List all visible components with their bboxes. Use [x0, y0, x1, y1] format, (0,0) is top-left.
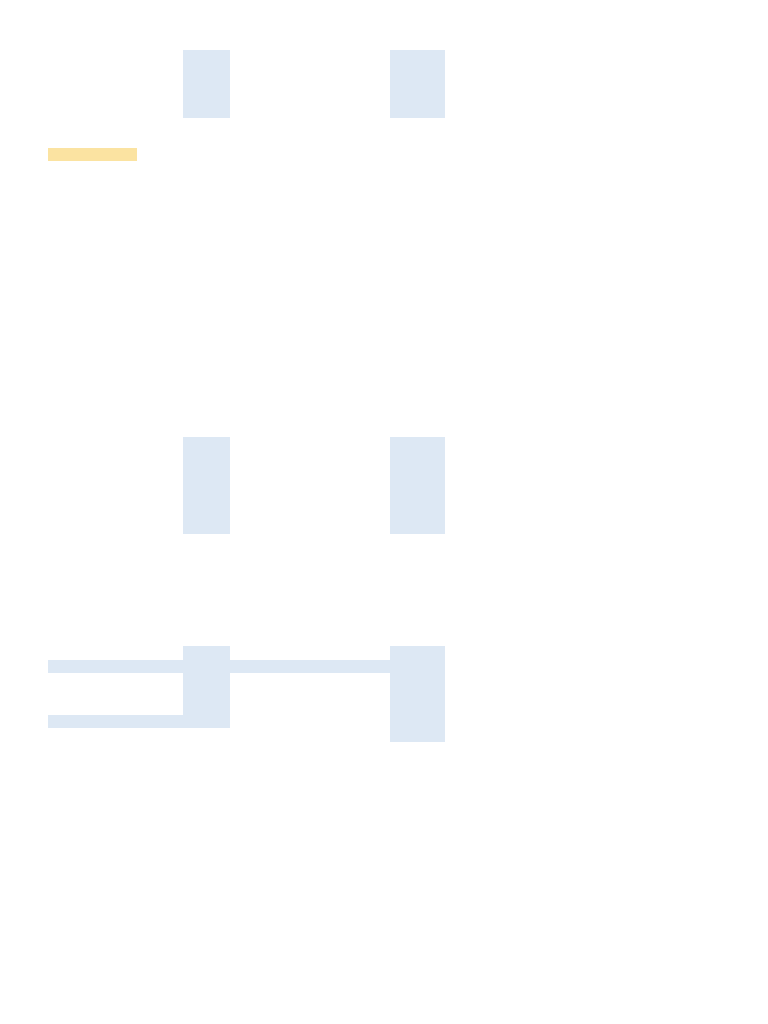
- damage-box-1: [183, 646, 230, 728]
- input-box-mid-2: [390, 437, 445, 534]
- input-box-top-2: [390, 50, 445, 118]
- input-box-top-1: [183, 50, 230, 118]
- damage-connector: [230, 660, 390, 673]
- stats-header-highlight: [48, 148, 137, 161]
- input-box-mid-1: [183, 437, 230, 534]
- damage-box-2: [390, 646, 445, 742]
